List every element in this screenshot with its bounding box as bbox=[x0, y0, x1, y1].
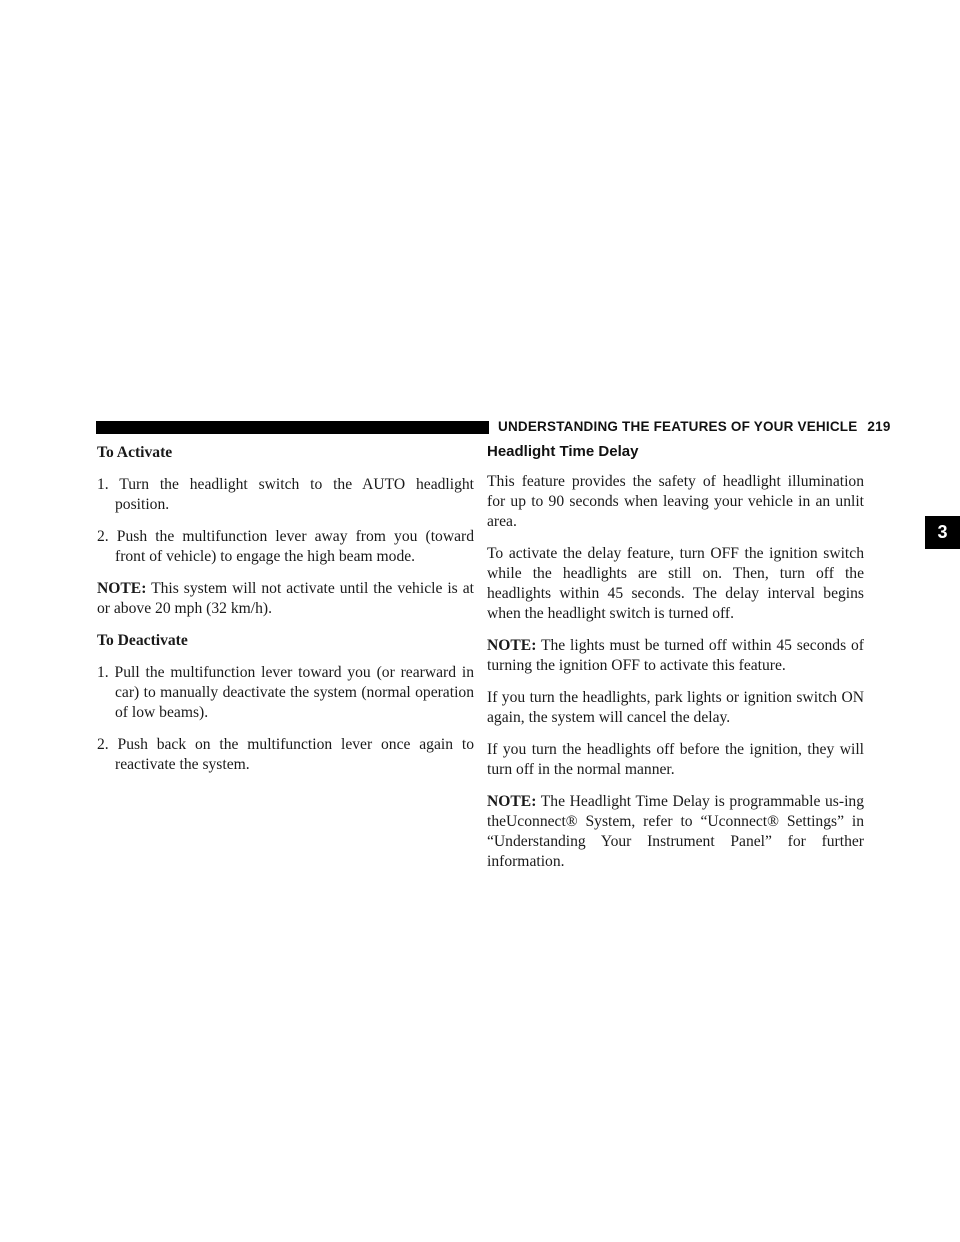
left-column bbox=[97, 443, 474, 787]
note-1 bbox=[97, 579, 474, 619]
paragraph-2: To activate the delay feature, turn OFF the ignition switch while the headlights are still on. Then, turn off the headlights within 45 seconds. The delay interval begins when the headlight switch is turned off. bbox=[487, 545, 864, 622]
page-number: 219 bbox=[867, 419, 891, 434]
note-3-label: NOTE: bbox=[487, 793, 537, 810]
chapter-tab: 3 bbox=[925, 516, 960, 549]
right-column bbox=[487, 443, 864, 872]
note-3-text: The Headlight Time Delay is programmable us-ing theUconnect® System, refer to “Uconnect® Settings” in “Understanding Your Instrument Panel” for further information. bbox=[487, 793, 864, 870]
note-2-label: NOTE: bbox=[487, 637, 537, 654]
note-2-text: The lights must be turned off within 45 seconds of turning the ignition OFF to activate this feature. bbox=[487, 637, 864, 674]
header-rule bbox=[96, 421, 489, 434]
activate-step-2: 2. Push the multifunction lever away from you (toward front of vehicle) to engage the high beam mode. bbox=[97, 528, 474, 565]
deactivate-step-1: 1. Pull the multifunction lever toward you (or rearward in car) to manually deactivate the system (normal operation of low beams). bbox=[97, 664, 474, 721]
running-header bbox=[498, 419, 891, 434]
deactivate-heading: To Deactivate bbox=[97, 632, 188, 649]
note-1-text: This system will not activate until the vehicle is at or above 20 mph (32 km/h). bbox=[97, 580, 474, 617]
paragraph-4: If you turn the headlights off before the ignition, they will turn off in the normal manner. bbox=[487, 741, 864, 778]
section-heading: Headlight Time Delay bbox=[487, 443, 639, 460]
header-title: UNDERSTANDING THE FEATURES OF YOUR VEHICLE bbox=[498, 419, 858, 434]
paragraph-1: This feature provides the safety of headlight illumination for up to 90 seconds when leaving your vehicle in an unlit area. bbox=[487, 473, 864, 530]
deactivate-step-2: 2. Push back on the multifunction lever once again to reactivate the system. bbox=[97, 736, 474, 773]
note-2 bbox=[487, 636, 864, 676]
activate-heading: To Activate bbox=[97, 444, 173, 461]
note-3 bbox=[487, 792, 864, 872]
note-1-label: NOTE: bbox=[97, 580, 147, 597]
activate-step-1: 1. Turn the headlight switch to the AUTO headlight position. bbox=[97, 476, 474, 513]
paragraph-3: If you turn the headlights, park lights or ignition switch ON again, the system will cancel the delay. bbox=[487, 689, 864, 726]
